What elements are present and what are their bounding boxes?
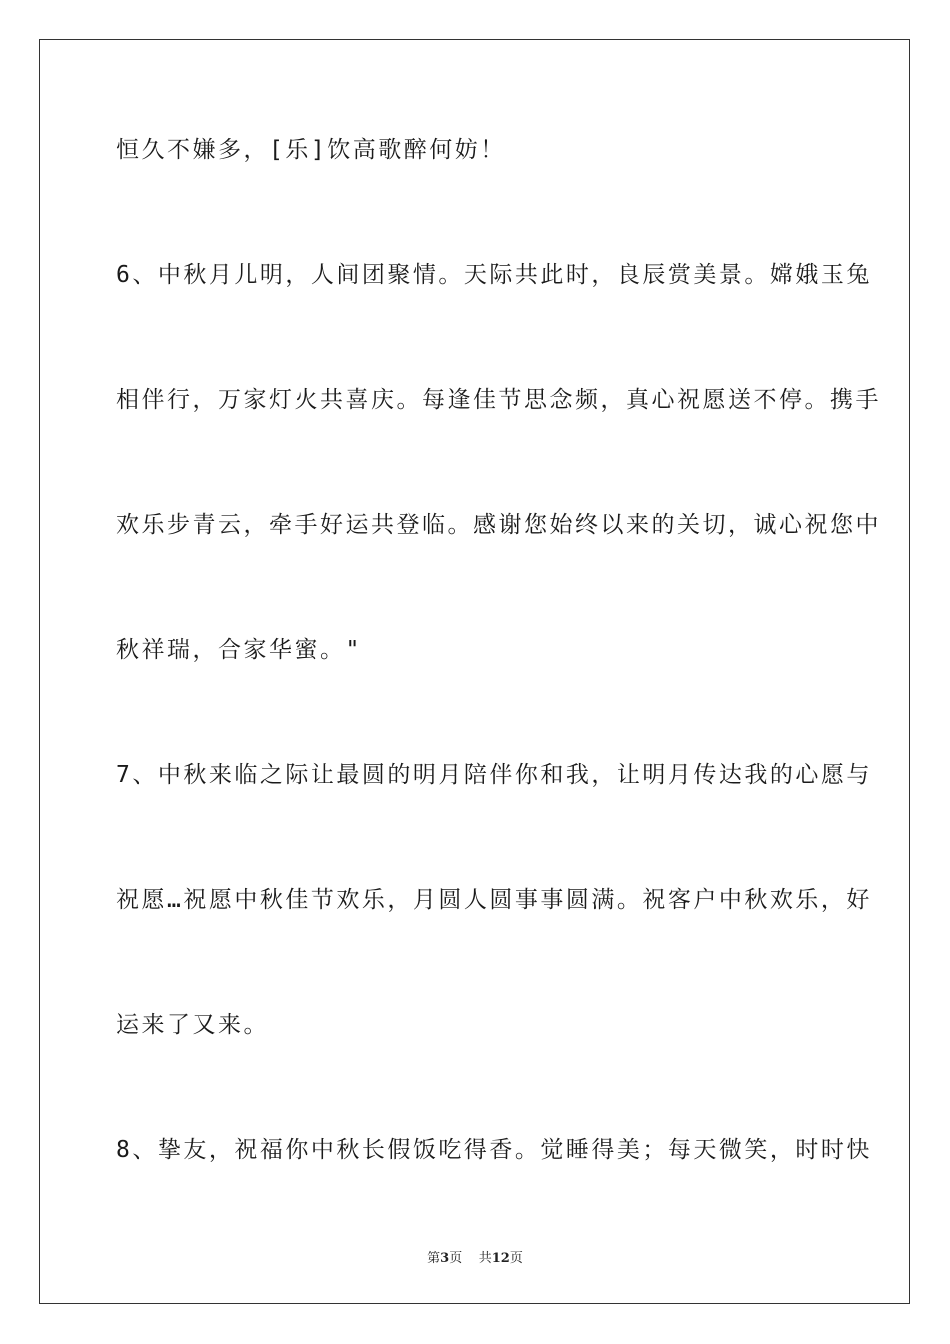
body-line-9: 8、挚友，祝福你中秋长假饭吃得香。觉睡得美；每天微笑，时时快: [116, 1137, 872, 1163]
body-line-6: 7、中秋来临之际让最圆的明月陪伴你和我，让明月传达我的心愿与: [116, 762, 872, 788]
body-line-8: 运来了又来。: [116, 1012, 269, 1038]
page-number: 第3页: [427, 1251, 463, 1266]
body-line-4: 欢乐步青云，牵手好运共登临。感谢您始终以来的关切，诚心祝您中: [116, 512, 881, 538]
body-line-5: 秋祥瑞，合家华蜜。": [116, 637, 362, 663]
page-total: 共12页: [478, 1251, 523, 1266]
body-line-2: 6、中秋月儿明，人间团聚情。天际共此时，良辰赏美景。嫦娥玉兔: [116, 262, 872, 288]
body-line-3: 相伴行，万家灯火共喜庆。每逢佳节思念频，真心祝愿送不停。携手: [116, 387, 881, 413]
body-line-1: 恒久不嫌多，[乐]饮高歌醉何妨！: [116, 137, 506, 163]
body-line-7: 祝愿…祝愿中秋佳节欢乐，月圆人圆事事圆满。祝客户中秋欢乐，好: [116, 887, 872, 913]
page-border: [39, 39, 910, 1304]
page-footer: [0, 1247, 950, 1266]
